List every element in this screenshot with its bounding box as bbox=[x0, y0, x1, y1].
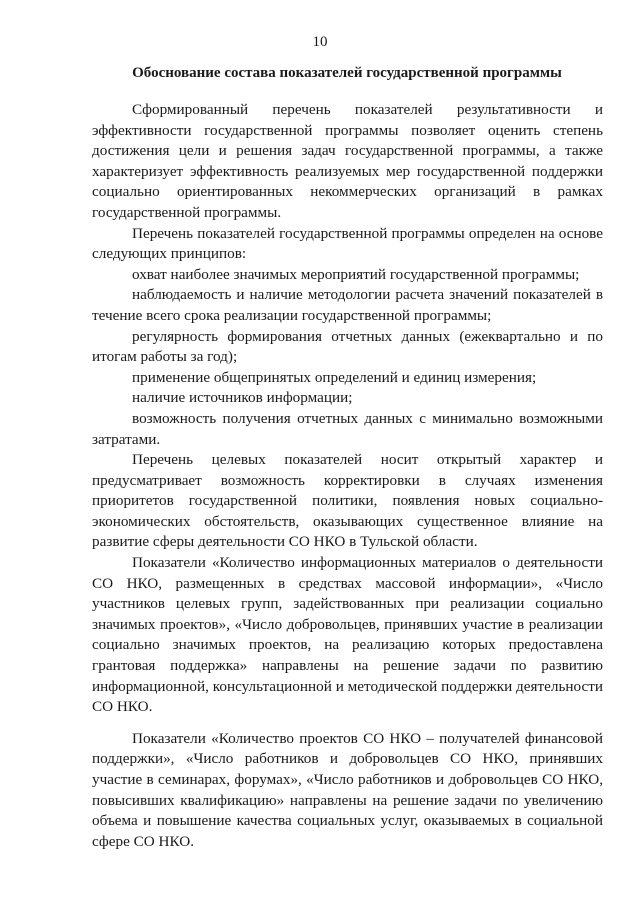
paragraph: Перечень показателей государственной программы определен на основе следующих принципов: bbox=[92, 224, 603, 263]
paragraph: Сформированный перечень показателей результативности и эффективности государственной программы позволяет оценить степень достижения цели и решения задач государственной программы, а также характеризует эффективность реализуемых мер государственной поддержки социально ориентированных некоммерческих организаций в рамках государственной программы. bbox=[92, 101, 603, 221]
list-item: применение общепринятых определений и единиц измерения; bbox=[132, 368, 537, 386]
paragraph: Показатели «Количество проектов СО НКО – получателей финансовой поддержки», «Число работников и добровольцев СО НКО, принявших участие в семинарах, форумах», «Число работников и добровольцев СО НКО, повысивших квалификацию» направлены на решение задачи по увеличению объема и повышение качества социальных услуг, оказываемых в социальной сфере СО НКО. bbox=[92, 729, 603, 850]
list-item: охват наиболее значимых мероприятий государственной программы; bbox=[132, 265, 580, 283]
list-item: наличие источников информации; bbox=[132, 389, 353, 407]
list-item: возможность получения отчетных данных с минимально возможными затратами. bbox=[92, 409, 603, 448]
paragraph: Перечень целевых показателей носит открытый характер и предусматривает возможность корректировки в случаях изменения приоритетов государственной политики, появления новых социально-экономических обстоятельств, оказывающих существенное влияние на развитие сферы деятельности СО НКО в Тульской области. bbox=[92, 451, 603, 551]
list-item: регулярность формирования отчетных данных (ежеквартально и по итогам работы за год); bbox=[92, 327, 603, 366]
list-item: наблюдаемость и наличие методологии расчета значений показателей в течение всего срока реализации государственной программы; bbox=[92, 286, 603, 324]
paragraph: Показатели «Количество информационных материалов о деятельности СО НКО, размещенных в средствах массовой информации», «Число участников целевых групп, задействованных при реализации социально значимых проектов», «Число добровольцев, принявших участие в реализации социально значимых проектов, на реализацию которых предоставлена грантовая поддержка» направлены на решение задачи по развитию информационной, консультационной и методической поддержки деятельности СО НКО. bbox=[92, 554, 603, 716]
page-number: 10 bbox=[312, 34, 328, 50]
document-body bbox=[92, 100, 603, 852]
document-title: Обоснование состава показателей государственной программы bbox=[132, 65, 562, 81]
